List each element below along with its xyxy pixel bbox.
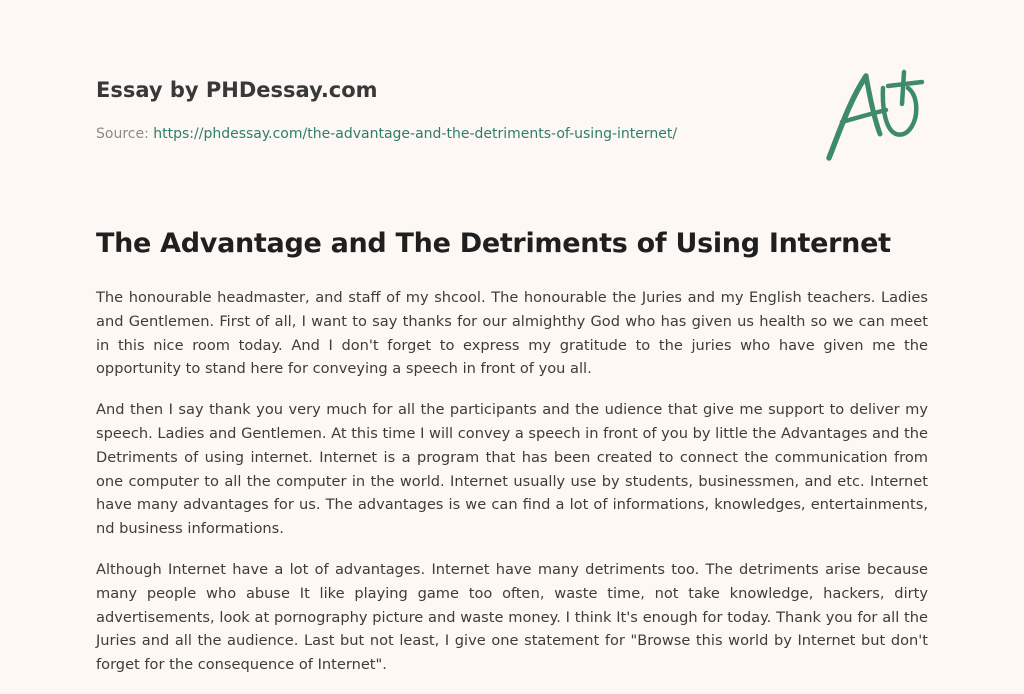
essay-title: The Advantage and The Detriments of Using Internet bbox=[96, 228, 891, 259]
source-line bbox=[96, 124, 796, 144]
site-brand: Essay by PHDessay.com bbox=[96, 78, 378, 102]
essay-header bbox=[96, 76, 796, 144]
essay-paragraph: And then I say thank you very much for all the participants and the udience that give me support to deliver my speech. Ladies and Gentlemen. At this time I will convey a speech in front of you by little the Advantages and the Detriments of using internet. Internet is a program that has been created to connect the communication from one computer to all the computer in the world. Internet usually use by students, businessmen, and etc. Internet have many advantages for us. The advantages is we can find a lot of informations, knowledges, entertainments, nd business informations. bbox=[96, 401, 928, 538]
essay-body bbox=[96, 286, 928, 694]
a-plus-grade-icon bbox=[822, 66, 932, 166]
essay-paragraph: Although Internet have a lot of advantages. Internet have many detriments too. The detriments arise because many people who abuse It like playing game too often, waste time, not take knowledge, hackers, dirty advertisements, look at pornography picture and waste money. I think It's enough for today. Thank you for all the Juries and all the audience. Last but not least, I give one statement for "Browse this world by Internet but don't forget for the consequence of Internet". bbox=[96, 560, 928, 674]
source-link[interactable]: https://phdessay.com/the-advantage-and-the-detriments-of-using-internet/ bbox=[153, 126, 678, 142]
source-label: Source: bbox=[96, 126, 154, 142]
essay-paragraph: The honourable headmaster, and staff of my shcool. The honourable the Juries and my English teachers. Ladies and Gentlemen. First of all, I want to say thanks for our almighthy God who has given us health so we can meet in this nice room today. And I don't forget to express my gratitude to the juries who have given me the opportunity to stand here for conveying a speech in front of you all. bbox=[96, 289, 928, 378]
